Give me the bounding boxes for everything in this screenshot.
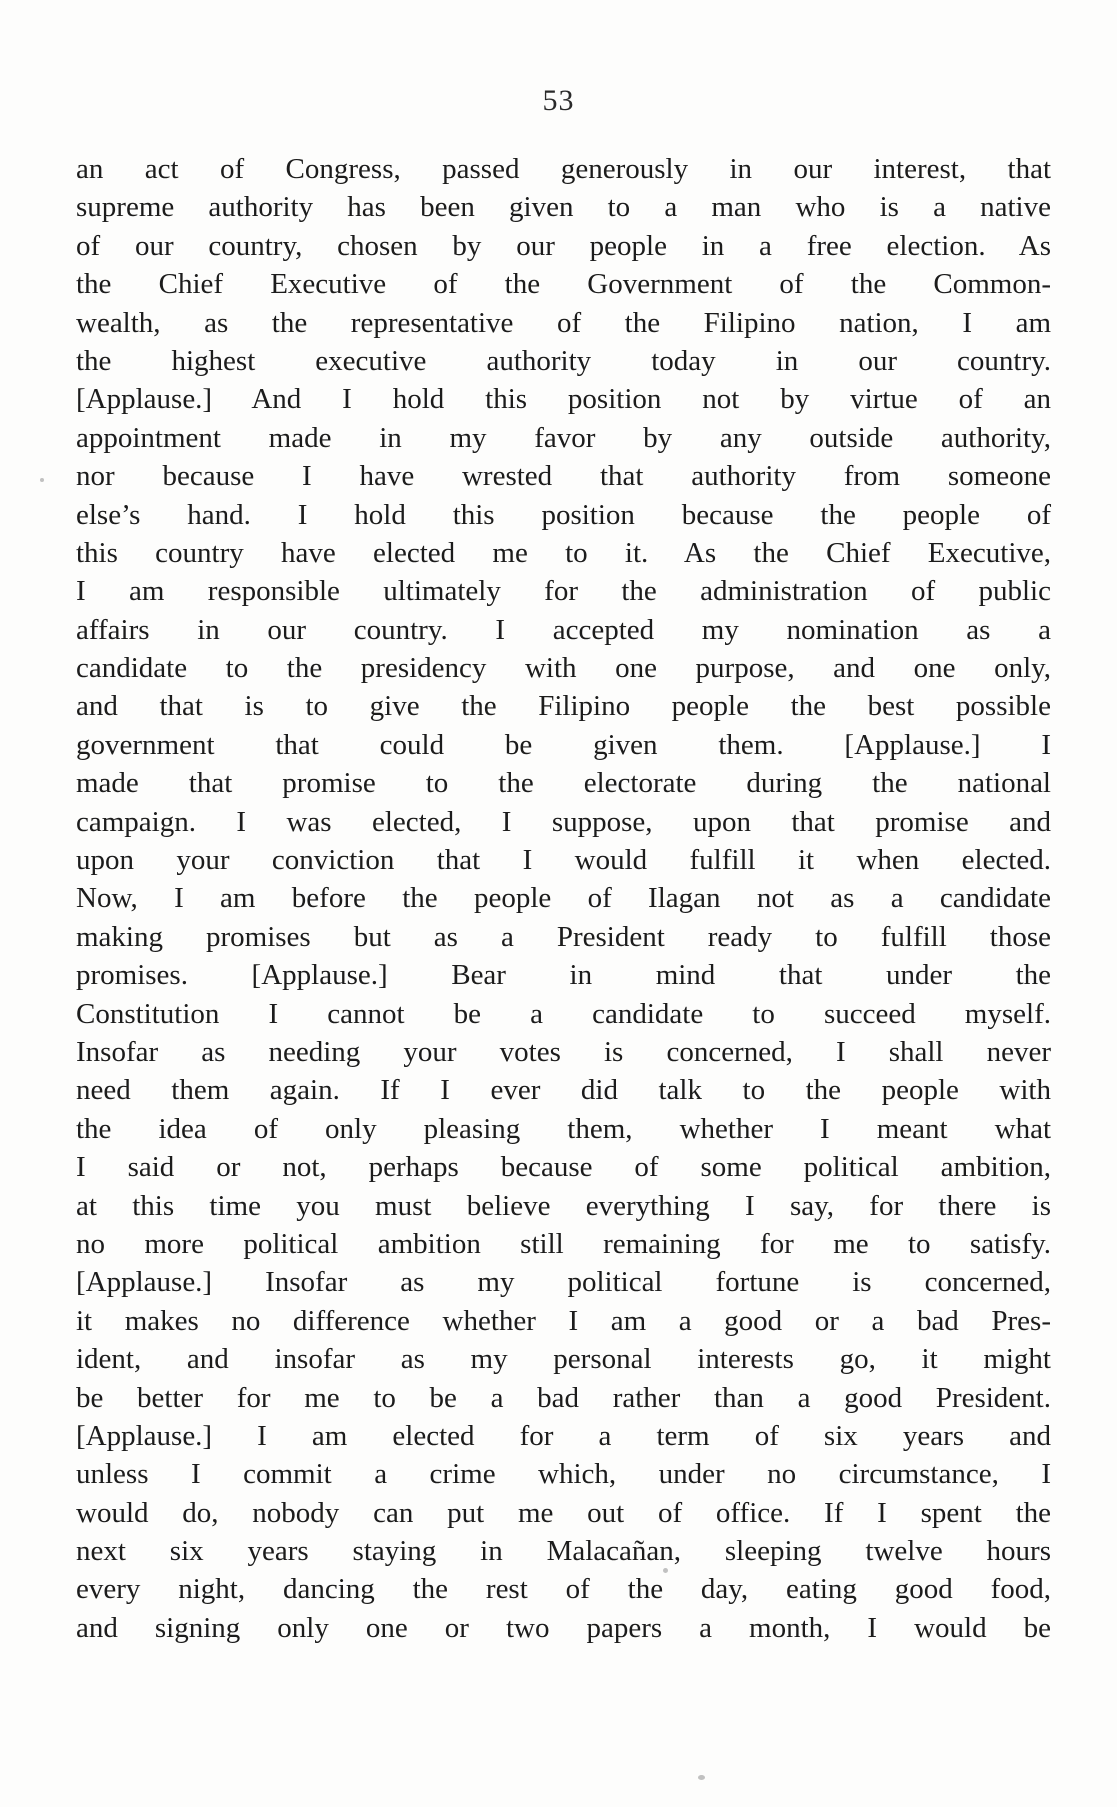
text-line: Insofar as needing your votes is concerned, I shall never [76, 1035, 1051, 1068]
text-line: and that is to give the Filipino people the best possible [76, 690, 1051, 723]
text-line: it makes no difference whether I am a good or a bad Pres- [76, 1304, 1051, 1337]
text-line: next six years staying in Malacañan, sleeping twelve hours [76, 1535, 1051, 1568]
text-line: Now, I am before the people of Ilagan not as a candidate [76, 882, 1051, 915]
text-line: an act of Congress, passed generously in our interest, that [76, 153, 1051, 185]
text-line: upon your conviction that I would fulfill it when elected. [76, 844, 1051, 877]
text-line: supreme authority has been given to a man who is a native [76, 191, 1051, 224]
text-line: need them again. If I ever did talk to the people with [76, 1074, 1051, 1107]
page-number: 53 [542, 84, 575, 117]
text-line: [Applause.] Insofar as my political fortune is concerned, [76, 1266, 1051, 1299]
text-line: and signing only one or two papers a month, I would be [76, 1611, 1051, 1644]
text-line: of our country, chosen by our people in a free election. As [76, 229, 1051, 262]
text-line: else’s hand. I hold this position because the people of [76, 498, 1051, 531]
text-line: [Applause.] I am elected for a term of six years and [76, 1419, 1051, 1452]
text-line: I said or not, perhaps because of some political ambition, [76, 1151, 1051, 1184]
text-line: made that promise to the electorate during the national [76, 767, 1051, 800]
paper-speck [40, 478, 44, 482]
text-line: the Chief Executive of the Government of the Common- [76, 268, 1051, 301]
text-line: campaign. I was elected, I suppose, upon that promise and [76, 805, 1051, 838]
text-line: ident, and insofar as my personal interests go, it might [76, 1343, 1051, 1376]
text-line: [Applause.] And I hold this position not by virtue of an [76, 383, 1051, 416]
text-line: Constitution I cannot be a candidate to succeed myself. [76, 997, 1051, 1030]
text-line: every night, dancing the rest of the day, eating good food, [76, 1573, 1051, 1606]
text-line: the idea of only pleasing them, whether I meant what [76, 1112, 1051, 1145]
text-line: this country have elected me to it. As the Chief Executive, [76, 536, 1051, 569]
text-line: nor because I have wrested that authority from someone [76, 460, 1051, 493]
text-line: government that could be given them. [Applause.] I [76, 728, 1051, 761]
text-line: I am responsible ultimately for the administration of public [76, 575, 1051, 608]
text-line: making promises but as a President ready to fulfill those [76, 920, 1051, 953]
text-line: wealth, as the representative of the Filipino nation, I am [76, 306, 1051, 339]
body-text [76, 150, 1051, 1647]
text-line: affairs in our country. I accepted my nomination as a [76, 613, 1051, 646]
text-line: the highest executive authority today in our country. [76, 344, 1051, 377]
paper-speck [663, 1568, 668, 1573]
text-line: no more political ambition still remaining for me to satisfy. [76, 1227, 1051, 1260]
text-line: would do, nobody can put me out of office. If I spent the [76, 1496, 1051, 1529]
text-line: at this time you must believe everything I say, for there is [76, 1189, 1051, 1222]
text-line: be better for me to be a bad rather than a good President. [76, 1381, 1051, 1414]
text-line: promises. [Applause.] Bear in mind that under the [76, 959, 1051, 992]
text-line: appointment made in my favor by any outside authority, [76, 421, 1051, 454]
text-line: unless I commit a crime which, under no circumstance, I [76, 1458, 1051, 1491]
paper-speck [698, 1775, 705, 1780]
text-line: candidate to the presidency with one purpose, and one only, [76, 652, 1051, 685]
